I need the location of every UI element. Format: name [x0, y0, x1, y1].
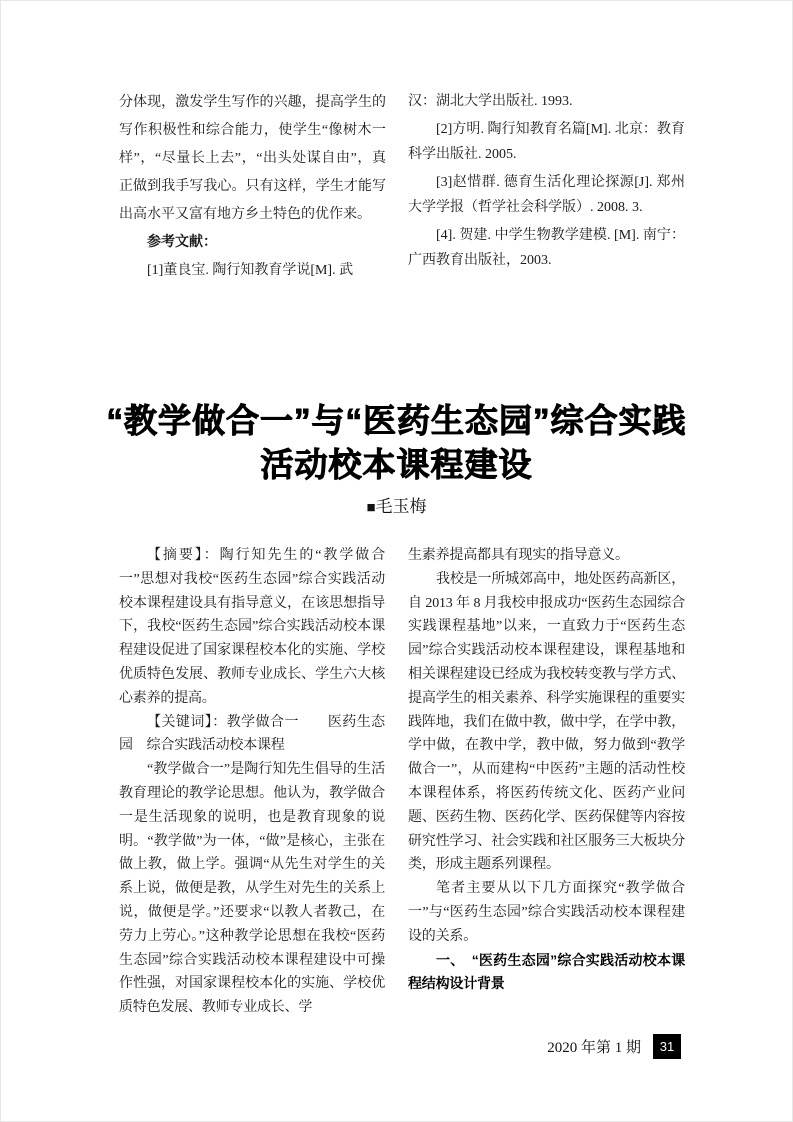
body-paragraph-3: 笔者主要从以下几方面探究“教学做合一”与“医药生态园”综合实践活动校本课程建设的关系。: [408, 881, 685, 944]
article-body-right-column: [408, 544, 685, 1020]
article-body-left-column: [119, 544, 385, 1020]
keywords-paragraph: [119, 711, 385, 759]
previous-article-right-column: [408, 89, 685, 285]
reference-item-3: [3]赵惜群. 德育生活化理论探源[J]. 郑州大学学报（哲学社会科学版）. 2008. 3.: [408, 175, 685, 215]
keywords-text: 教学做合一 医药生态园 综合实践活动校本课程: [119, 714, 385, 754]
article-title-line-1: “教学做合一”与“医药生态园”综合实践: [106, 402, 687, 439]
reference-item-2: [2]方明. 陶行知教育名篇[M]. 北京：教育科学出版社. 2005.: [408, 122, 685, 162]
body-paragraph-1: “教学做合一”是陶行知先生倡导的生活教育理论的教学论思想。他认为，教学做合一是生活现象的说明，也是教育现象的说明。“教学做”为一体，“做”是核心，主张在做上教，做上学。强调“从先生对学生的关系上说，做便是教，从学生对先生的关系上说，做便是学。”还要求“以教人者教己，在劳力上劳心。”这种教学论思想在我校“医药生态园”综合实践活动校本课程建设中可操作性强，对国家课程校本化的实施、学校优质特色发展、教师专业成长、学: [119, 762, 385, 1016]
previous-article-left-column: [119, 89, 386, 285]
abstract-text: 陶行知先生的“教学做合一”思想对我校“医药生态园”综合实践活动校本课程建设具有指导意义，在该思想指导下，我校“医药生态园”综合实践活动校本课程建设促进了国家课程校本化的实施、学校优质特色发展、教师专业成长、学生六大核心素养的提高。: [119, 548, 386, 706]
journal-issue-label: 2020 年第 1 期: [547, 1040, 641, 1056]
author-name: 毛玉梅: [375, 497, 427, 516]
page-footer: [547, 1034, 681, 1059]
reference-item-4: [4]. 贺建. 中学生物教学建模. [M]. 南宁：广西教育出版社，2003.: [408, 228, 685, 268]
body-paragraph-2: 我校是一所城郊高中，地处医药高新区，自 2013 年 8 月我校申报成功“医药生态园综合实践课程基地”以来，一直致力于“医药生态园”综合实践活动校本课程建设，课程基地和相关课程建设已经成为我校转变教与学方式、提高学生的相关素养、科学实施课程的重要实践阵地，我们在做中教，做中学，在学中教，学中做，在教中学，教中做，努力做到“教学做合一”，从而建构“中医药”主题的活动性校本课程体系，将医药传统文化、医药产业问题、医药生物、医药化学、医药保健等内容按研究性学习、社会实践和社区服务三大板块分类，形成主题系列课程。: [408, 571, 685, 873]
article-title-block: [1, 399, 792, 520]
body-paragraph-1-continuation: 生素养提高都具有现实的指导意义。: [408, 548, 629, 563]
section-1-heading: 一、 “医药生态园”综合实践活动校本课程结构设计背景: [408, 951, 685, 992]
abstract-paragraph: [119, 544, 385, 711]
article-title-line-2: 活动校本课程建设: [260, 446, 533, 483]
author-line: [1, 495, 792, 520]
references-heading: 参考文献：: [147, 235, 217, 250]
page-number-badge: 31: [653, 1034, 681, 1059]
previous-article-section: [119, 89, 685, 285]
keywords-label: 【关键词】：: [147, 714, 227, 730]
reference-item-1-continuation: 汉：湖北大学出版社. 1993.: [408, 94, 573, 109]
previous-article-closing-paragraph: 分体现，激发学生写作的兴趣，提高学生的写作积极性和综合能力，使学生“像树木一样”，“尽量长上去”，“出头处谋自由”，真正做到我手写我心。只有这样，学生才能写出高水平又富有地方乡土特色的优作来。: [119, 95, 386, 222]
article-body-section: [119, 544, 685, 1020]
abstract-label: 【摘要】：: [147, 548, 220, 563]
author-square-marker-icon: ■: [366, 500, 376, 516]
reference-item-1: [1]董良宝. 陶行知教育学说[M]. 武: [147, 263, 354, 278]
